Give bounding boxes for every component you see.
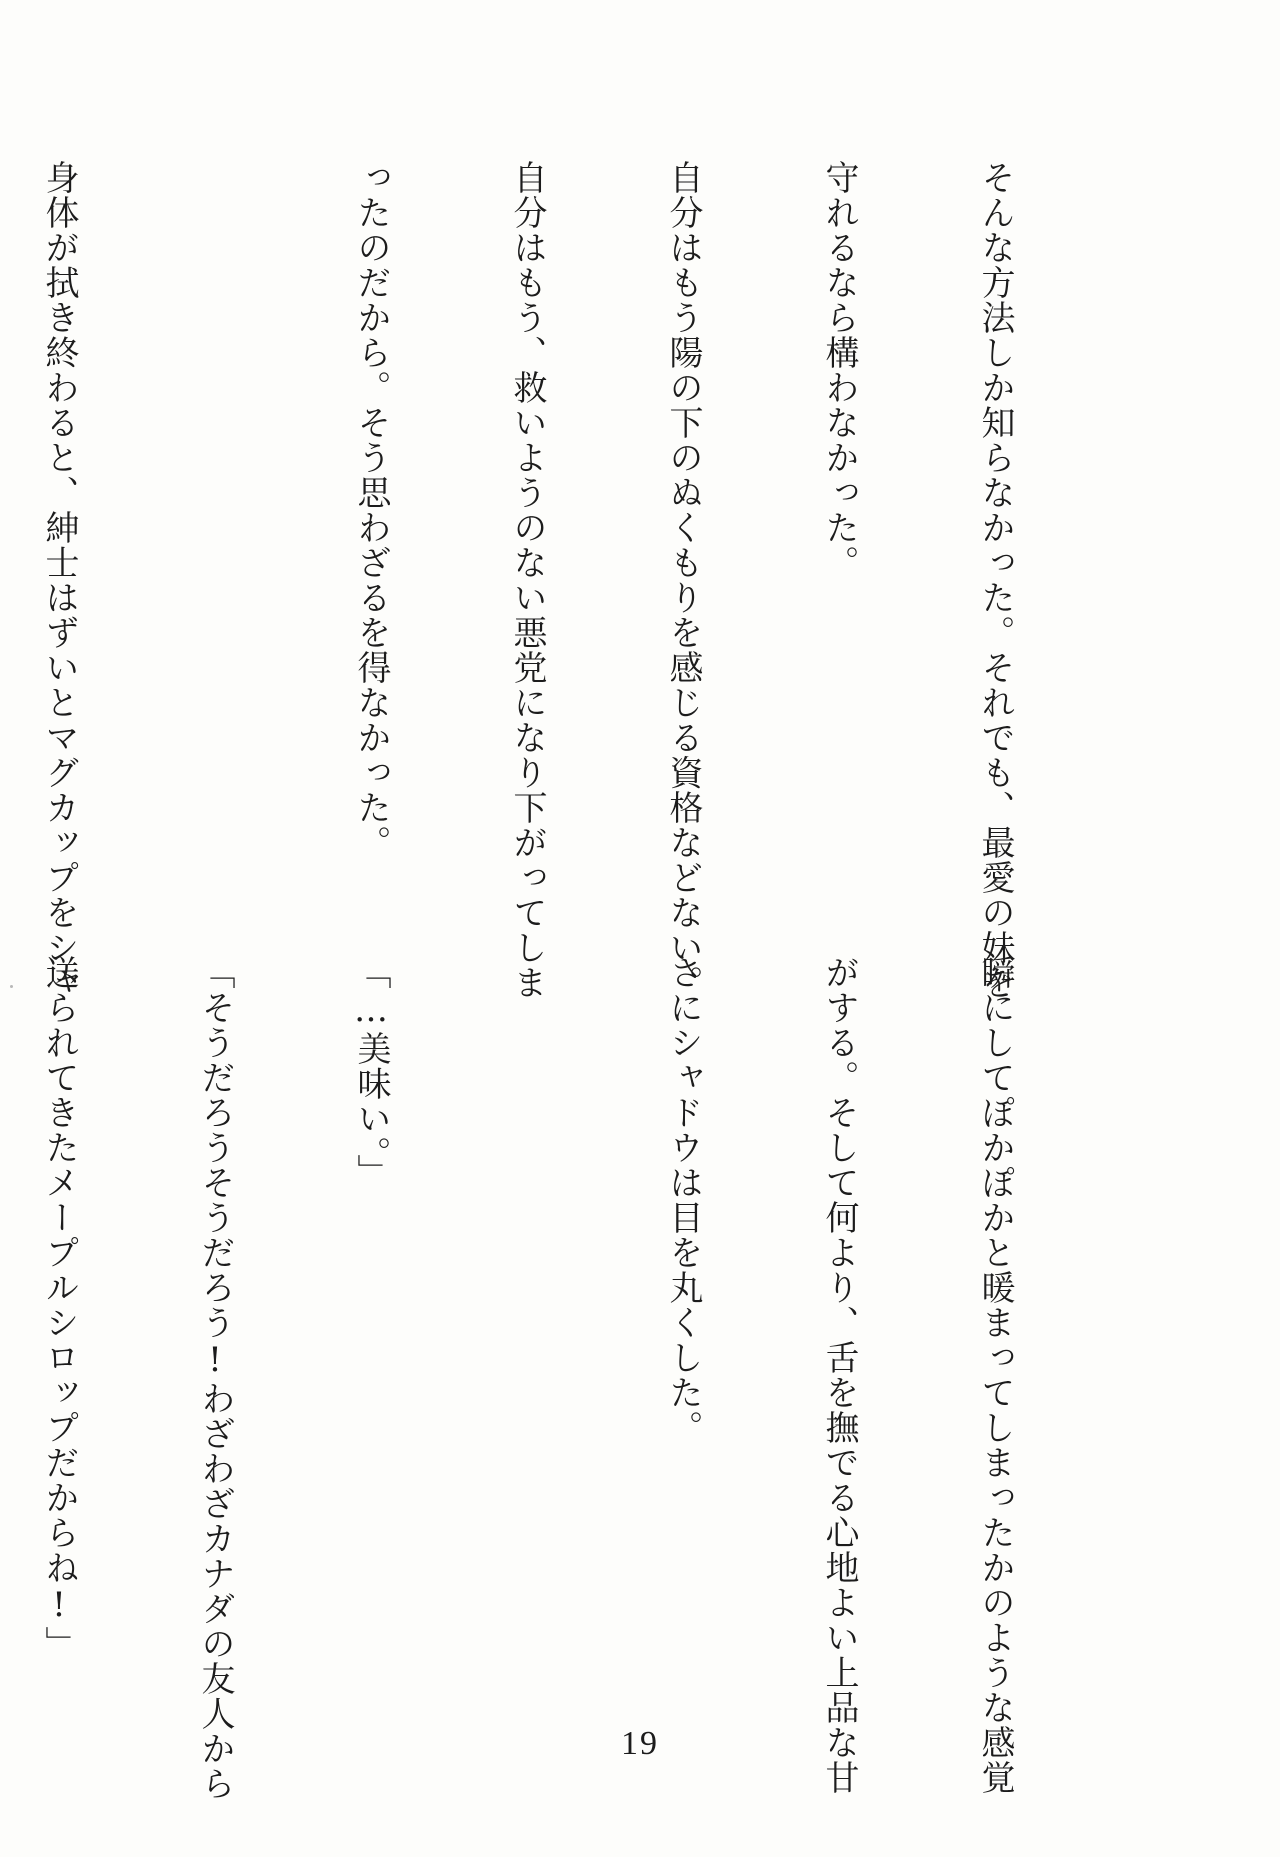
text-line: 瞬にしてぽかぽかと暖まってしまったかのような感覚 xyxy=(975,955,1015,1795)
text-line: さにシャドウは目を丸くした。 xyxy=(663,955,703,1445)
scan-speck xyxy=(10,985,13,988)
text-line: 自分はもう、救いようのない悪党になり下がってしま xyxy=(507,160,547,1000)
text-line: そんな方法しか知らなかった。それでも、最愛の妹を xyxy=(975,160,1015,1000)
blank-line xyxy=(189,160,241,920)
dialogue-line: 「そうだろうそうだろう!わざわざカナダの友人から xyxy=(195,955,235,1801)
text-line: 守れるなら構わなかった。 xyxy=(819,160,859,580)
text-line: 自分はもう陽の下のぬくもりを感じる資格などない。 xyxy=(663,160,703,1000)
upper-text-block xyxy=(0,160,1125,1000)
page-number: 19 xyxy=(621,1725,659,1762)
text-line: ったのだから。そう思わざるを得なかった。 xyxy=(351,160,391,860)
text-line: がする。そして何より、舌を撫でる心地よい上品な甘 xyxy=(819,955,859,1795)
dialogue-line: 送られてきたメープルシロップだからね!」 xyxy=(39,955,79,1661)
text-line: 身体が拭き終わると、紳士はずいとマグカップをシャ xyxy=(39,160,79,1000)
dialogue-line: 「…美味い。」 xyxy=(351,955,391,1189)
blank-line xyxy=(501,955,553,1715)
